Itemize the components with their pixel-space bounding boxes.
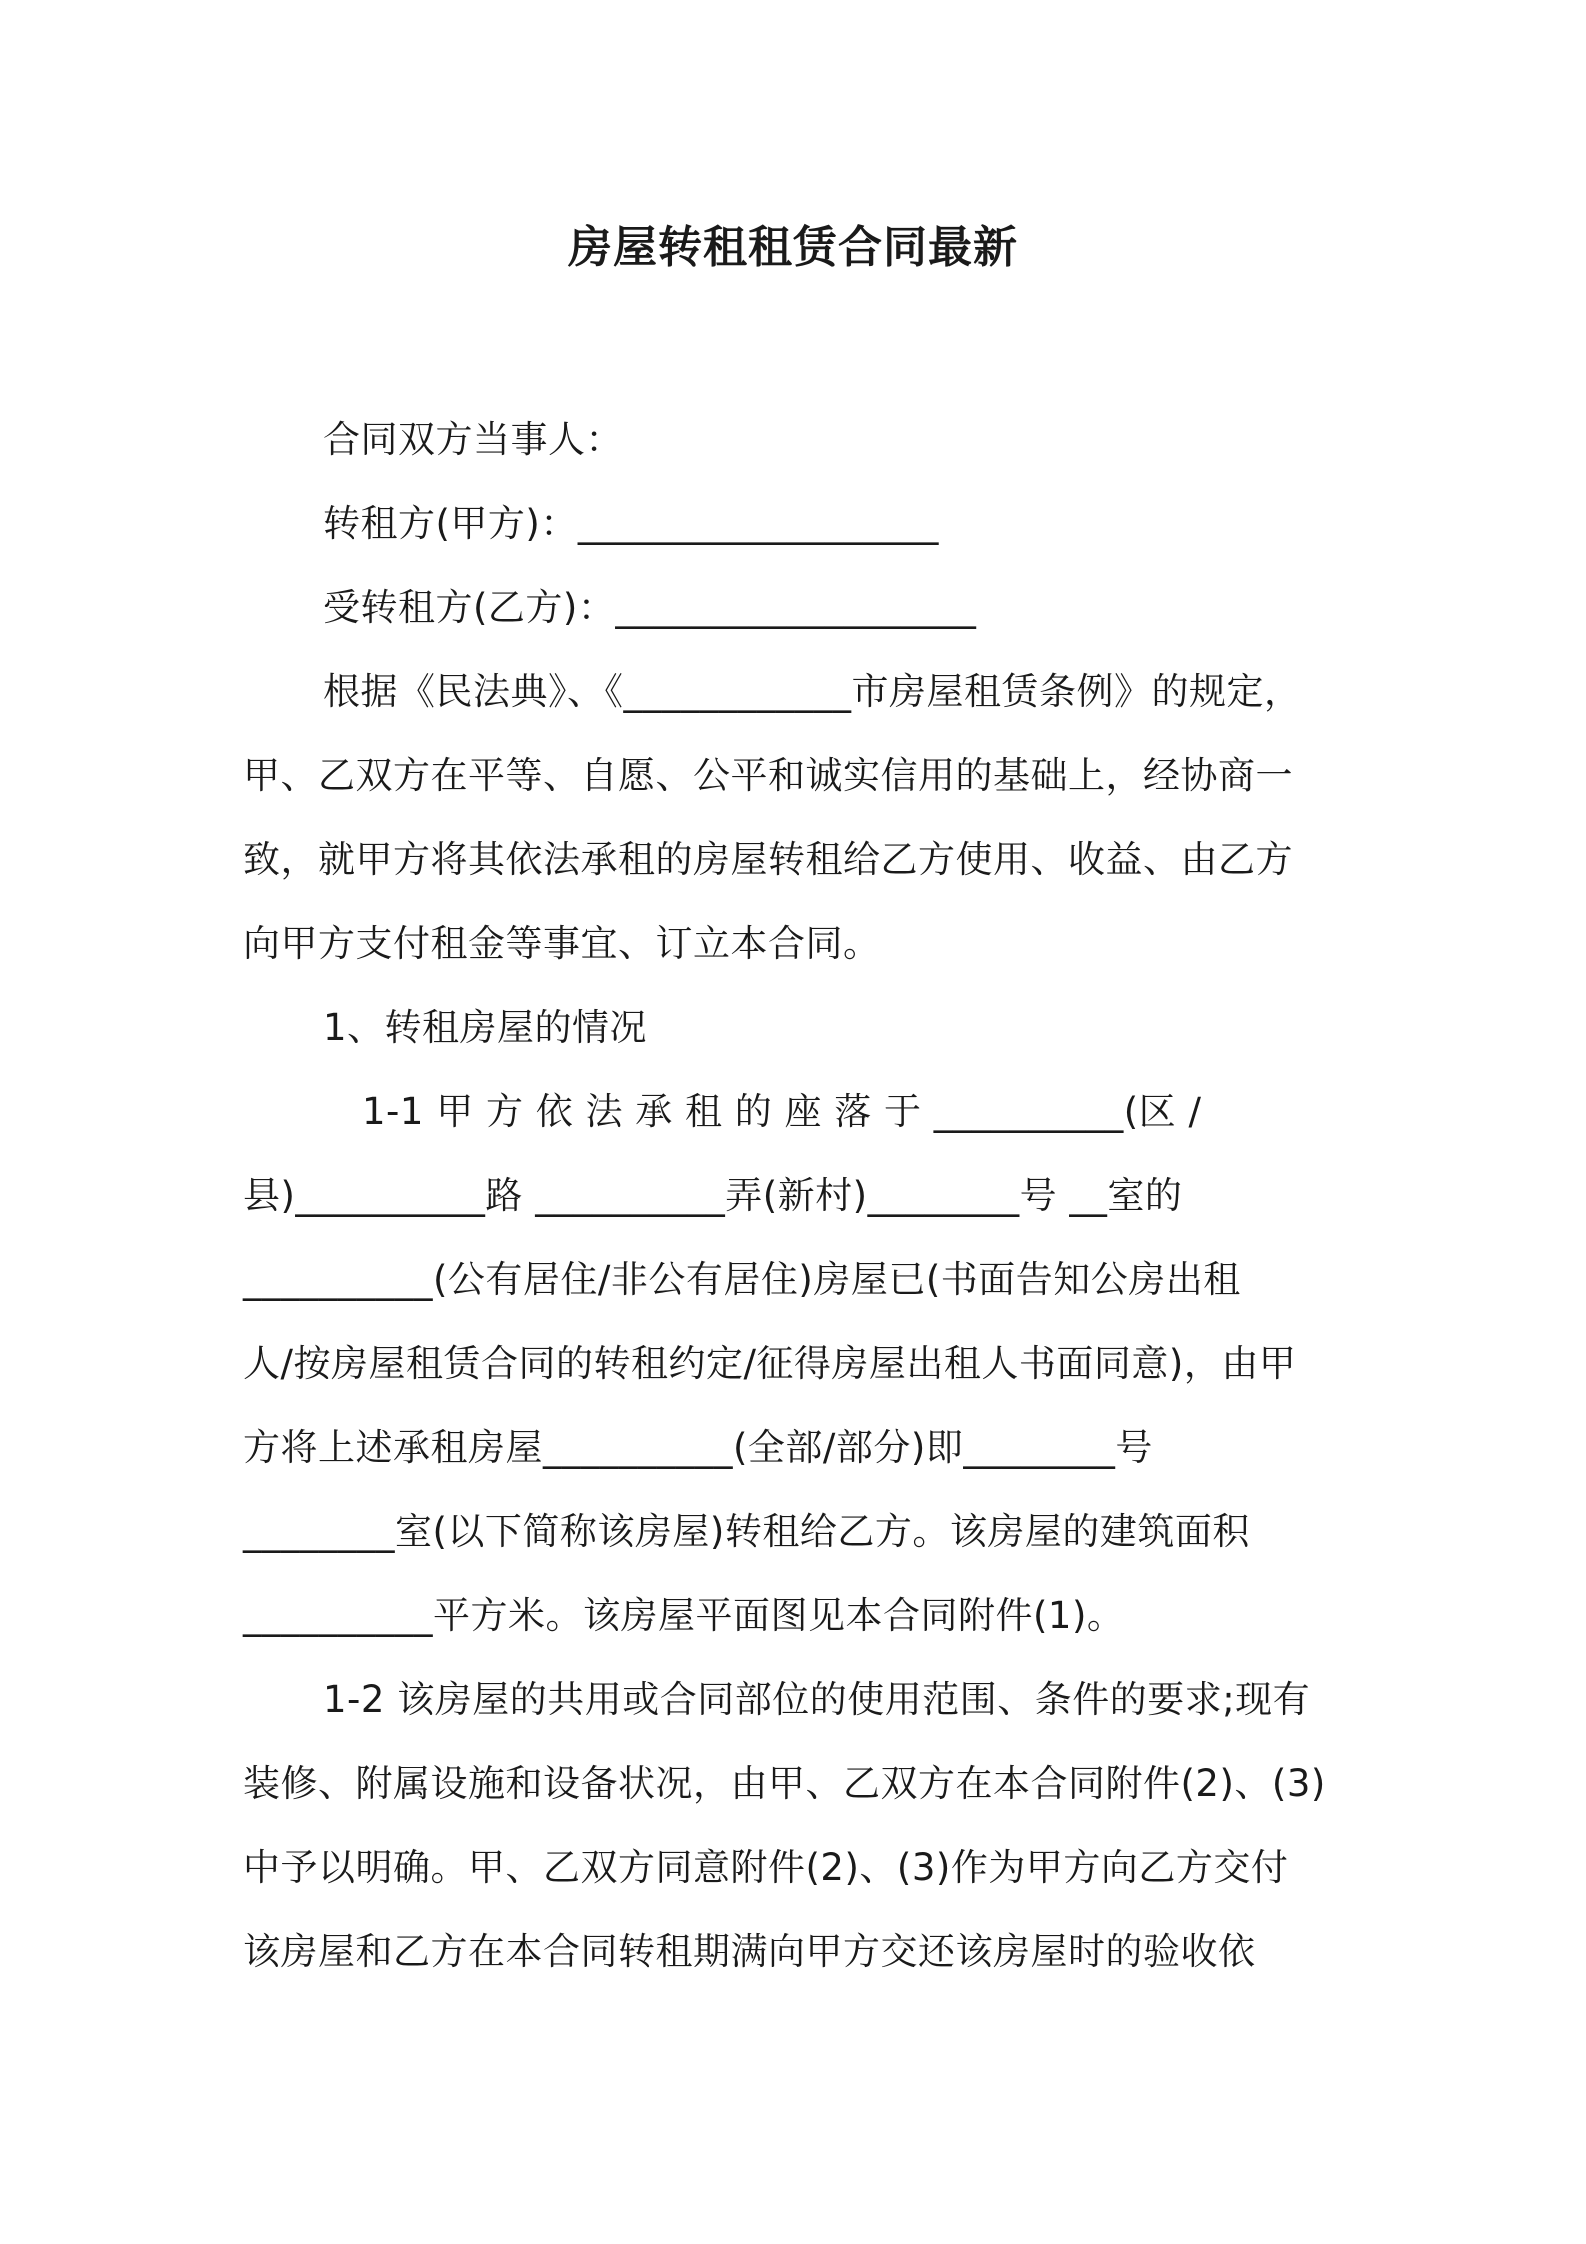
clause-1-1-line-1: 1-1 甲 方 依 法 承 租 的 座 落 于 __________(区 / bbox=[362, 1090, 1202, 1133]
preamble-line-1: 根据《民法典》、《____________市房屋租赁条例》的规定， bbox=[323, 670, 1302, 713]
clause-1-1-line-7: __________平方米。该房屋平面图见本合同附件(1)。 bbox=[243, 1594, 1125, 1637]
sublessor-line: 转租方(甲方)：___________________ bbox=[323, 502, 939, 545]
clause-1-1-line-5: 方将上述承租房屋__________(全部/部分)即________号 bbox=[243, 1426, 1153, 1469]
clause-1-2-line-3: 中予以明确。甲、乙双方同意附件(2)、(3)作为甲方向乙方交付 bbox=[243, 1846, 1289, 1889]
clause-1-1-line-3: __________(公有居住/非公有居住)房屋已(书面告知公房出租 bbox=[243, 1258, 1241, 1301]
sublessee-line: 受转租方(乙方)：___________________ bbox=[323, 586, 977, 629]
parties-heading: 合同双方当事人： bbox=[323, 418, 623, 461]
clause-1-1-line-6: ________室(以下简称该房屋)转租给乙方。该房屋的建筑面积 bbox=[243, 1510, 1250, 1553]
clause-1-2-line-1: 1-2 该房屋的共用或合同部位的使用范围、条件的要求;现有 bbox=[323, 1678, 1311, 1721]
preamble-line-3: 致，就甲方将其依法承租的房屋转租给乙方使用、收益、由乙方 bbox=[243, 838, 1293, 881]
clause-1-2-line-4: 该房屋和乙方在本合同转租期满向甲方交还该房屋时的验收依 bbox=[243, 1930, 1256, 1973]
clause-1-1-line-2: 县)__________路 __________弄(新村)________号 __室的 bbox=[243, 1174, 1183, 1217]
clause-1-1-line-4: 人/按房屋租赁合同的转租约定/征得房屋出租人书面同意)，由甲 bbox=[243, 1342, 1297, 1385]
document-title: 房屋转租租赁合同最新 bbox=[568, 222, 1018, 273]
section-1-heading: 1、转租房屋的情况 bbox=[323, 1006, 648, 1049]
preamble-line-2: 甲、乙双方在平等、自愿、公平和诚实信用的基础上，经协商一 bbox=[243, 754, 1293, 797]
clause-1-2-line-2: 装修、附属设施和设备状况，由甲、乙双方在本合同附件(2)、(3) bbox=[243, 1762, 1326, 1805]
preamble-line-4: 向甲方支付租金等事宜、订立本合同。 bbox=[243, 922, 881, 965]
